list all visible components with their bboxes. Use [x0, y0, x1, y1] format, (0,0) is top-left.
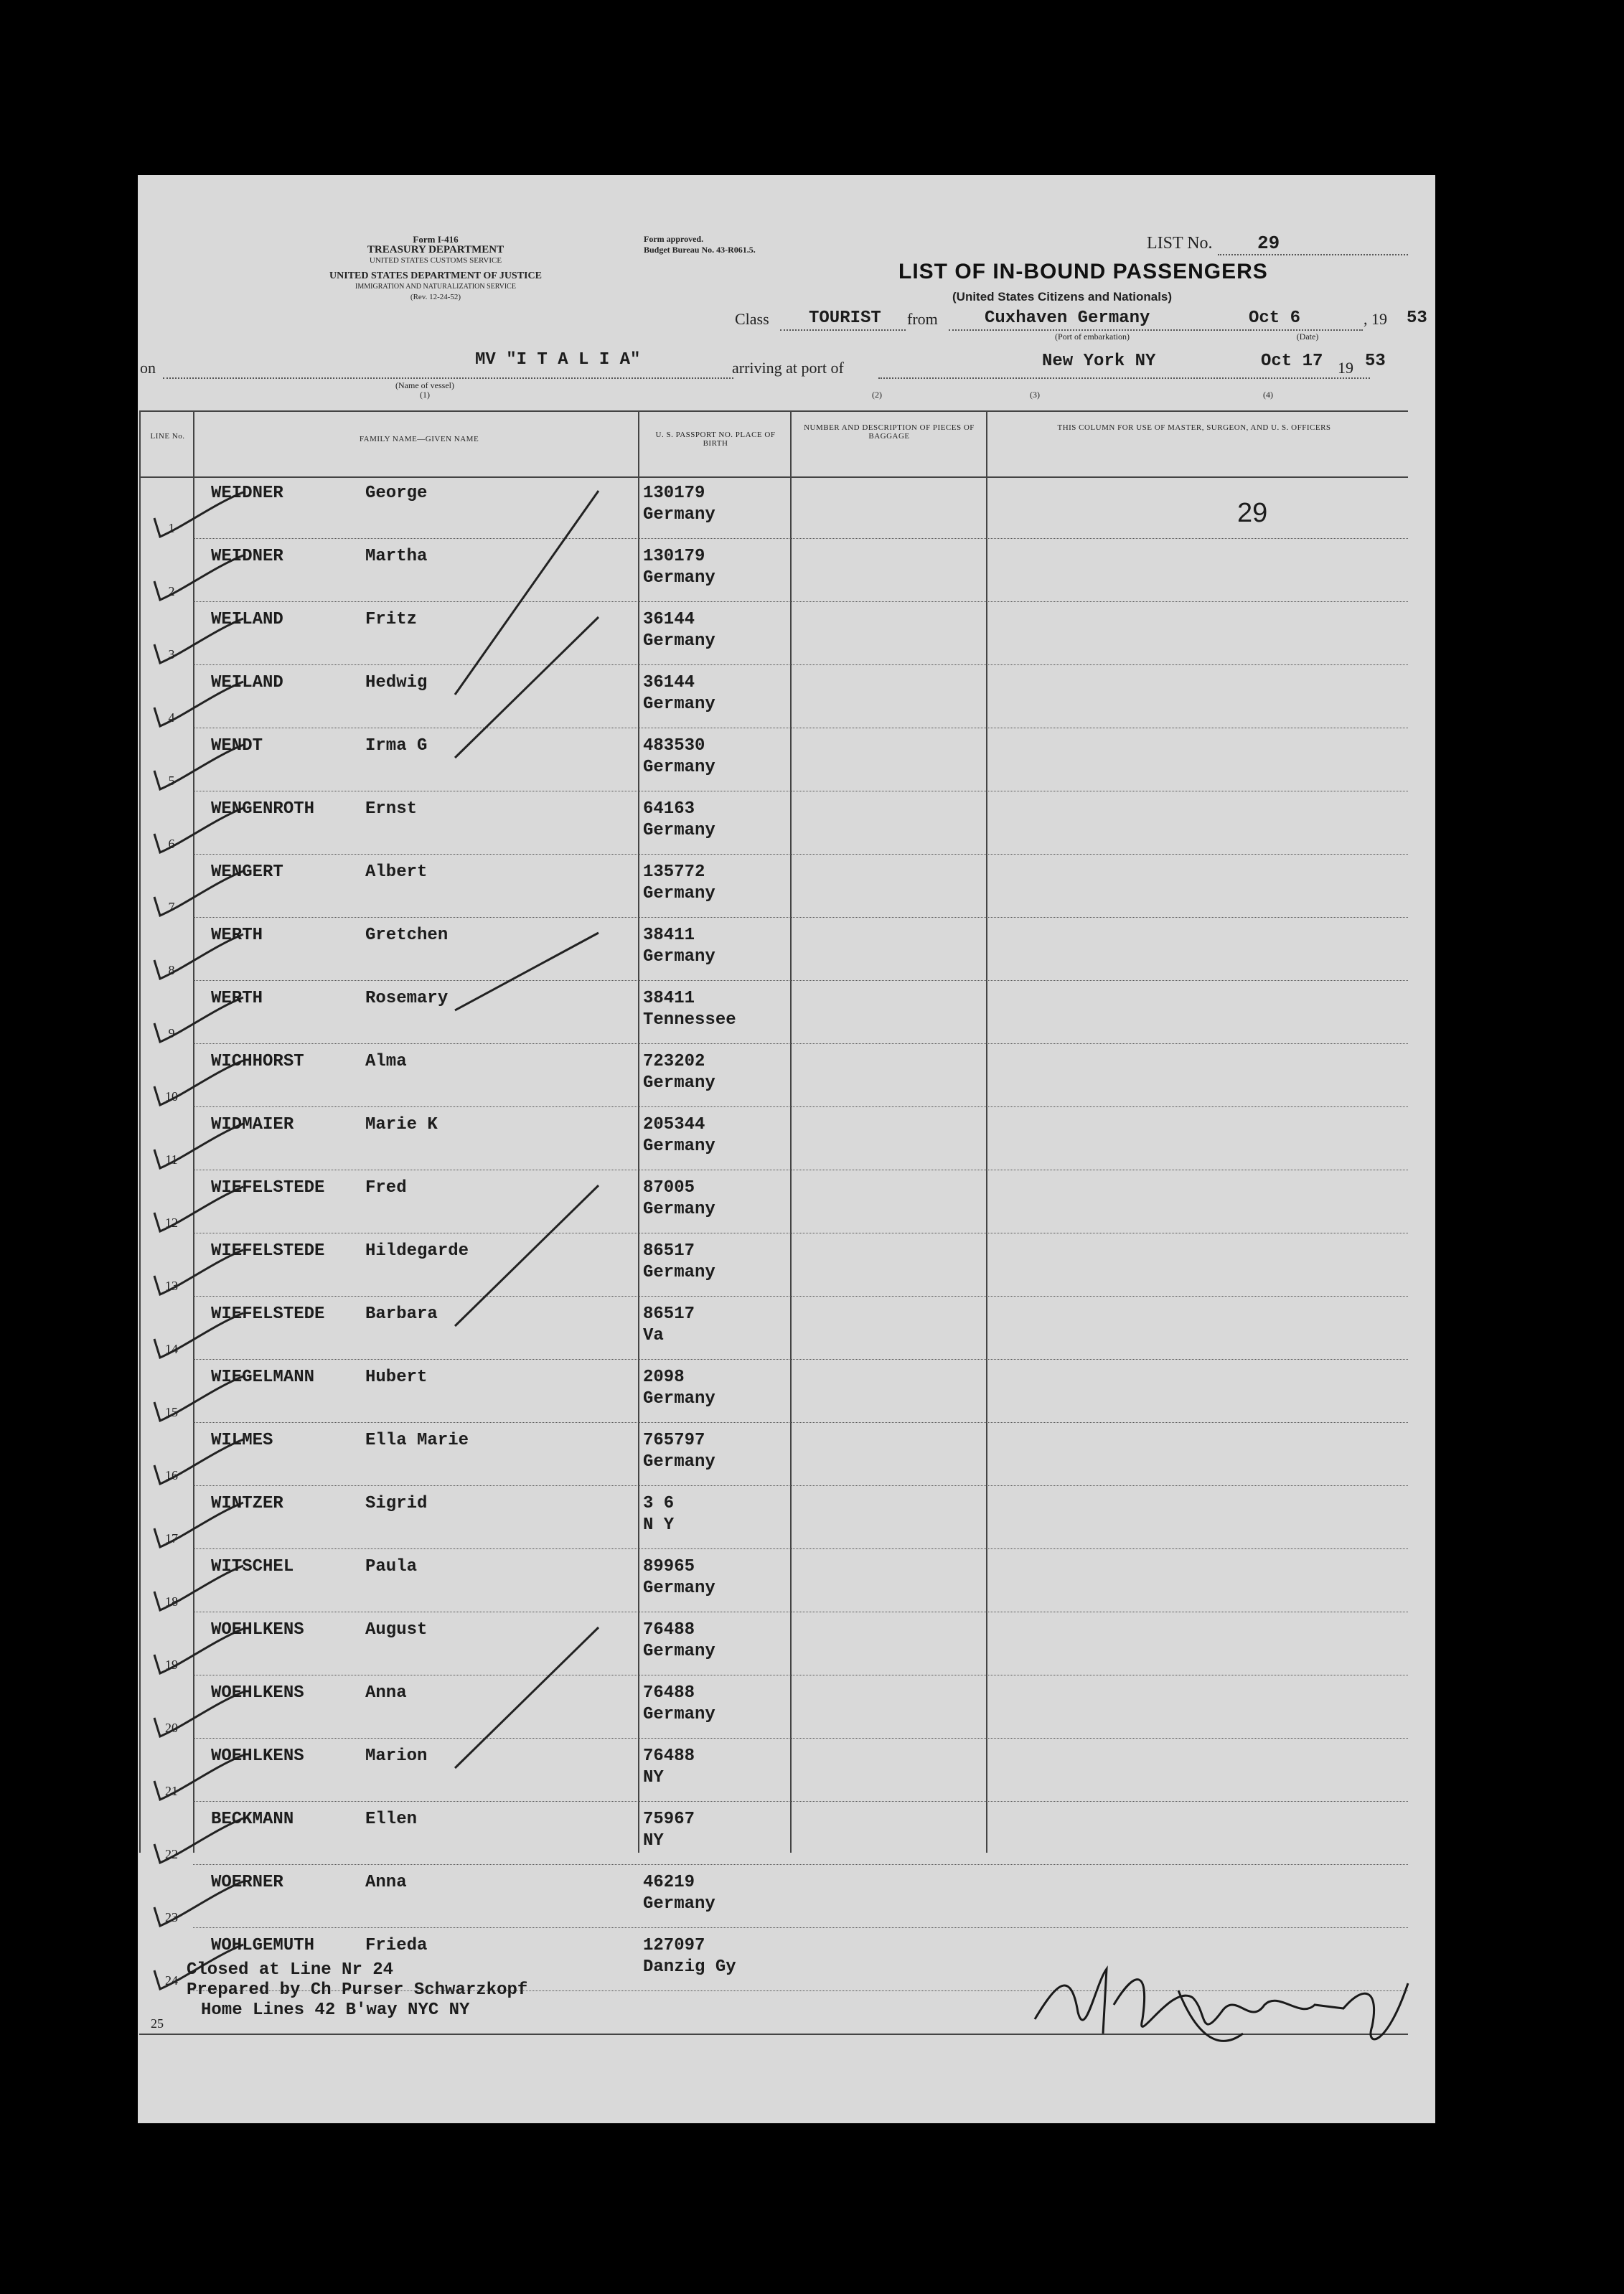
place-of-birth: Germany — [643, 505, 715, 525]
line-number: 10 — [165, 1089, 178, 1104]
line-number: 8 — [168, 963, 175, 977]
place-of-birth: Germany — [643, 1642, 715, 1661]
footer-row — [139, 1854, 1408, 1919]
place-of-birth: Tennessee — [643, 1010, 736, 1030]
family-name: WERTH — [211, 926, 263, 945]
family-name: WENGERT — [211, 862, 283, 882]
col-header-line: LINE No. — [150, 432, 185, 441]
customs-service: UNITED STATES CUSTOMS SERVICE — [369, 256, 502, 265]
row-divider — [193, 664, 1408, 665]
table-row — [139, 729, 1408, 792]
closed-note: Closed at Line Nr 24 — [187, 1960, 394, 1980]
passport-number: 2098 — [643, 1368, 685, 1387]
col-num-2: (2) — [872, 390, 882, 400]
table-row — [139, 1487, 1408, 1550]
line-number: 4 — [168, 710, 175, 725]
given-name: Sigrid — [365, 1494, 428, 1513]
given-name: Frieda — [365, 1936, 428, 1955]
arrival-date: Oct 17 — [1261, 352, 1323, 371]
vessel-name: MV "I T A L I A" — [475, 350, 641, 370]
table-row — [139, 982, 1408, 1045]
passport-number: 76488 — [643, 1683, 695, 1703]
given-name: Irma G — [365, 736, 428, 756]
given-name: Barbara — [365, 1305, 438, 1324]
family-name: WEIDNER — [211, 484, 283, 503]
class-value: TOURIST — [809, 309, 881, 328]
family-name: WOEHLKENS — [211, 1683, 304, 1703]
table-row — [139, 918, 1408, 982]
table-row — [139, 1171, 1408, 1234]
passport-number: 76488 — [643, 1747, 695, 1766]
line-number: 18 — [165, 1594, 178, 1609]
port-caption: (Port of embarkation) — [1055, 332, 1130, 342]
line-number: 24 — [165, 1973, 178, 1988]
col-header-passport: U. S. PASSPORT NO. PLACE OF BIRTH — [655, 431, 776, 448]
passport-number: 75967 — [643, 1810, 695, 1829]
place-of-birth: Germany — [643, 1705, 715, 1724]
passport-number: 36144 — [643, 610, 695, 629]
given-name: Albert — [365, 862, 428, 882]
from-label: from — [907, 310, 938, 328]
col-header-baggage: NUMBER AND DESCRIPTION OF PIECES OF BAGGAGE — [804, 423, 975, 441]
family-name: WEILAND — [211, 673, 283, 692]
given-name: Ernst — [365, 799, 418, 819]
date1-year: 53 — [1407, 309, 1427, 328]
family-name: WINTZER — [211, 1494, 283, 1513]
table-row — [139, 1424, 1408, 1487]
form-agency-block — [278, 234, 593, 303]
revision: (Rev. 12-24-52) — [410, 293, 461, 301]
row-divider — [193, 1296, 1408, 1297]
budget-bureau: Budget Bureau No. 43-R061.5. — [644, 245, 756, 255]
family-name: WOHLGEMUTH — [211, 1936, 315, 1955]
passport-number: 38411 — [643, 926, 695, 945]
place-of-birth: Germany — [643, 1263, 715, 1282]
passport-number: 130179 — [643, 547, 705, 566]
line-number: 3 — [168, 647, 175, 662]
place-of-birth: Germany — [643, 1073, 715, 1093]
family-name: WIEFELSTEDE — [211, 1241, 325, 1261]
place-of-birth: Va — [643, 1326, 664, 1345]
passport-number: 86517 — [643, 1305, 695, 1324]
place-of-birth: NY — [643, 1768, 664, 1787]
given-name: Anna — [365, 1683, 407, 1703]
table-row — [139, 666, 1408, 729]
passport-number: 86517 — [643, 1241, 695, 1261]
passport-number: 36144 — [643, 673, 695, 692]
arrival-port: New York NY — [1042, 352, 1156, 371]
row-divider — [193, 1043, 1408, 1044]
given-name: Ellen — [365, 1810, 418, 1829]
given-name: Hedwig — [365, 673, 428, 692]
pen-stroke — [448, 926, 606, 1017]
closing-block — [187, 1960, 527, 2021]
treasury-dept: TREASURY DEPARTMENT — [367, 244, 504, 255]
line-number: 9 — [168, 1026, 175, 1040]
family-name: WEILAND — [211, 610, 283, 629]
line-number: 21 — [165, 1784, 178, 1798]
row-divider — [193, 917, 1408, 918]
officer-note: 29 — [1237, 498, 1268, 528]
row-divider — [193, 1359, 1408, 1360]
table-row — [139, 476, 1408, 540]
family-name: WOEHLKENS — [211, 1620, 304, 1640]
family-name: WENDT — [211, 736, 263, 756]
table-row — [139, 1550, 1408, 1613]
row-divider — [193, 980, 1408, 981]
place-of-birth: Germany — [643, 1389, 715, 1409]
given-name: Anna — [365, 1873, 407, 1892]
passport-number: 483530 — [643, 736, 705, 756]
passport-number: 76488 — [643, 1620, 695, 1640]
given-name: Martha — [365, 547, 428, 566]
officer-signature — [1028, 1940, 1430, 2062]
place-of-birth: Germany — [643, 884, 715, 903]
line-number: 14 — [165, 1342, 178, 1356]
line-number: 5 — [168, 774, 175, 788]
row-divider — [193, 1485, 1408, 1486]
place-of-birth: Germany — [643, 947, 715, 967]
manifest-sheet — [138, 175, 1435, 2123]
pen-stroke — [448, 1178, 606, 1333]
approval-block — [644, 234, 756, 255]
pen-stroke — [448, 1620, 606, 1775]
row-divider — [193, 1106, 1408, 1107]
ins: IMMIGRATION AND NATURALIZATION SERVICE — [355, 283, 516, 291]
line-number: 1 — [168, 521, 175, 535]
passport-number: 765797 — [643, 1431, 705, 1450]
table-row — [139, 1297, 1408, 1360]
list-no-label: LIST No. — [1147, 234, 1213, 253]
row-divider — [193, 1422, 1408, 1423]
given-name: Rosemary — [365, 989, 449, 1008]
row-divider — [193, 601, 1408, 602]
date1-value: Oct 6 — [1249, 309, 1301, 328]
address-note: Home Lines 42 B'way NYC NY — [201, 2001, 470, 2020]
line-number: 7 — [168, 900, 175, 914]
place-of-birth: Germany — [643, 695, 715, 714]
place-of-birth: Germany — [643, 1452, 715, 1472]
date1-year-prefix: , 19 — [1363, 310, 1387, 328]
prepared-note: Prepared by Ch Purser Schwarzkopf — [187, 1980, 528, 2000]
row-divider — [193, 538, 1408, 539]
page-title: LIST OF IN-BOUND PASSENGERS — [898, 260, 1268, 283]
col-header-name: FAMILY NAME—GIVEN NAME — [359, 435, 479, 443]
line-number: 11 — [165, 1152, 178, 1167]
passport-number: 64163 — [643, 799, 695, 819]
form-approved: Form approved. — [644, 234, 704, 244]
table-row — [139, 1108, 1408, 1171]
given-name: Fred — [365, 1178, 407, 1198]
line-number: 16 — [165, 1468, 178, 1482]
col-num-3: (3) — [1030, 390, 1040, 400]
family-name: WILMES — [211, 1431, 273, 1450]
footer-line-number: 25 — [151, 2016, 164, 2031]
line-number: 17 — [165, 1531, 178, 1546]
on-label: on — [140, 359, 156, 377]
form-number: Form I-416 — [413, 234, 459, 245]
given-name: Hildegarde — [365, 1241, 469, 1261]
family-name: WIEFELSTEDE — [211, 1305, 325, 1324]
date1-line — [1248, 329, 1363, 331]
arriving-label: arriving at port of — [732, 359, 844, 377]
row-divider — [193, 854, 1408, 855]
passport-number: 723202 — [643, 1052, 705, 1071]
row-divider — [193, 1801, 1408, 1802]
row-divider — [193, 1738, 1408, 1739]
arrival-year-prefix: 19 — [1338, 359, 1353, 377]
from-line — [949, 329, 1247, 331]
class-line — [780, 329, 906, 331]
from-value: Cuxhaven Germany — [985, 309, 1150, 328]
vessel-line — [163, 377, 733, 379]
family-name: WENGENROTH — [211, 799, 315, 819]
given-name: Marion — [365, 1747, 428, 1766]
class-label: Class — [735, 310, 769, 328]
given-name: August — [365, 1620, 428, 1640]
family-name: WIEGELMANN — [211, 1368, 315, 1387]
row-divider — [193, 1548, 1408, 1549]
family-name: WITSCHEL — [211, 1557, 294, 1576]
col-header-officers: THIS COLUMN FOR USE OF MASTER, SURGEON, AND U. S. OFFICERS — [1057, 423, 1331, 432]
place-of-birth: Germany — [643, 568, 715, 588]
passport-number: 205344 — [643, 1115, 705, 1134]
passport-number: 38411 — [643, 989, 695, 1008]
family-name: BECKMANN — [211, 1810, 294, 1829]
given-name: Gretchen — [365, 926, 449, 945]
table-row — [139, 1045, 1408, 1108]
doj: UNITED STATES DEPARTMENT OF JUSTICE — [329, 271, 542, 281]
place-of-birth: N Y — [643, 1515, 675, 1535]
given-name: Hubert — [365, 1368, 428, 1387]
table-row — [139, 1613, 1408, 1676]
table-top-border — [139, 410, 1408, 412]
line-number: 13 — [165, 1279, 178, 1293]
place-of-birth: Germany — [643, 631, 715, 651]
line-number: 2 — [168, 584, 175, 598]
list-no-line — [1218, 254, 1408, 255]
table-row — [139, 1739, 1408, 1802]
place-of-birth: Germany — [643, 821, 715, 840]
passport-number: 127097 — [643, 1936, 705, 1955]
line-number: 22 — [165, 1847, 178, 1861]
passport-number: 3 6 — [643, 1494, 675, 1513]
arrival-line — [878, 377, 1370, 379]
given-name: George — [365, 484, 428, 503]
list-no-value: 29 — [1257, 232, 1280, 254]
table-row — [139, 1676, 1408, 1739]
given-name: Ella Marie — [365, 1431, 469, 1450]
family-name: WERTH — [211, 989, 263, 1008]
place-of-birth: Germany — [643, 1579, 715, 1598]
table-row — [139, 540, 1408, 603]
passport-number: 130179 — [643, 484, 705, 503]
date-caption: (Date) — [1296, 332, 1319, 342]
line-number: 20 — [165, 1721, 178, 1735]
place-of-birth: NY — [643, 1831, 664, 1851]
given-name: Marie K — [365, 1115, 438, 1134]
family-name: WEIDNER — [211, 547, 283, 566]
row-divider — [193, 1927, 1408, 1928]
family-name: WICHHORST — [211, 1052, 304, 1071]
given-name: Alma — [365, 1052, 407, 1071]
place-of-birth: Germany — [643, 758, 715, 777]
family-name: WIEFELSTEDE — [211, 1178, 325, 1198]
passport-number: 89965 — [643, 1557, 695, 1576]
place-of-birth: Danzig Gy — [643, 1957, 736, 1977]
vessel-col-number: (1) — [420, 390, 430, 400]
line-number: 15 — [165, 1405, 178, 1419]
table-row — [139, 1234, 1408, 1297]
place-of-birth: Germany — [643, 1137, 715, 1156]
family-name: WIDMAIER — [211, 1115, 294, 1134]
passport-number: 135772 — [643, 862, 705, 882]
line-number: 6 — [168, 837, 175, 851]
table-row — [139, 792, 1408, 855]
passport-number: 46219 — [643, 1873, 695, 1892]
line-number: 12 — [165, 1216, 178, 1230]
col-num-4: (4) — [1263, 390, 1273, 400]
table-row — [139, 603, 1408, 666]
given-name: Paula — [365, 1557, 418, 1576]
line-number: 19 — [165, 1658, 178, 1672]
given-name: Fritz — [365, 610, 418, 629]
page-subtitle: (United States Citizens and Nationals) — [952, 290, 1173, 304]
place-of-birth: Germany — [643, 1894, 715, 1914]
family-name: WOEHLKENS — [211, 1747, 304, 1766]
pen-stroke — [448, 610, 606, 765]
arrival-year: 53 — [1365, 352, 1386, 371]
place-of-birth: Germany — [643, 1200, 715, 1219]
vessel-caption: (Name of vessel) — [395, 380, 454, 390]
table-row — [139, 855, 1408, 918]
passport-number: 87005 — [643, 1178, 695, 1198]
table-row — [139, 1360, 1408, 1424]
line-number: 23 — [165, 1910, 178, 1924]
family-name: WOERNER — [211, 1873, 283, 1892]
